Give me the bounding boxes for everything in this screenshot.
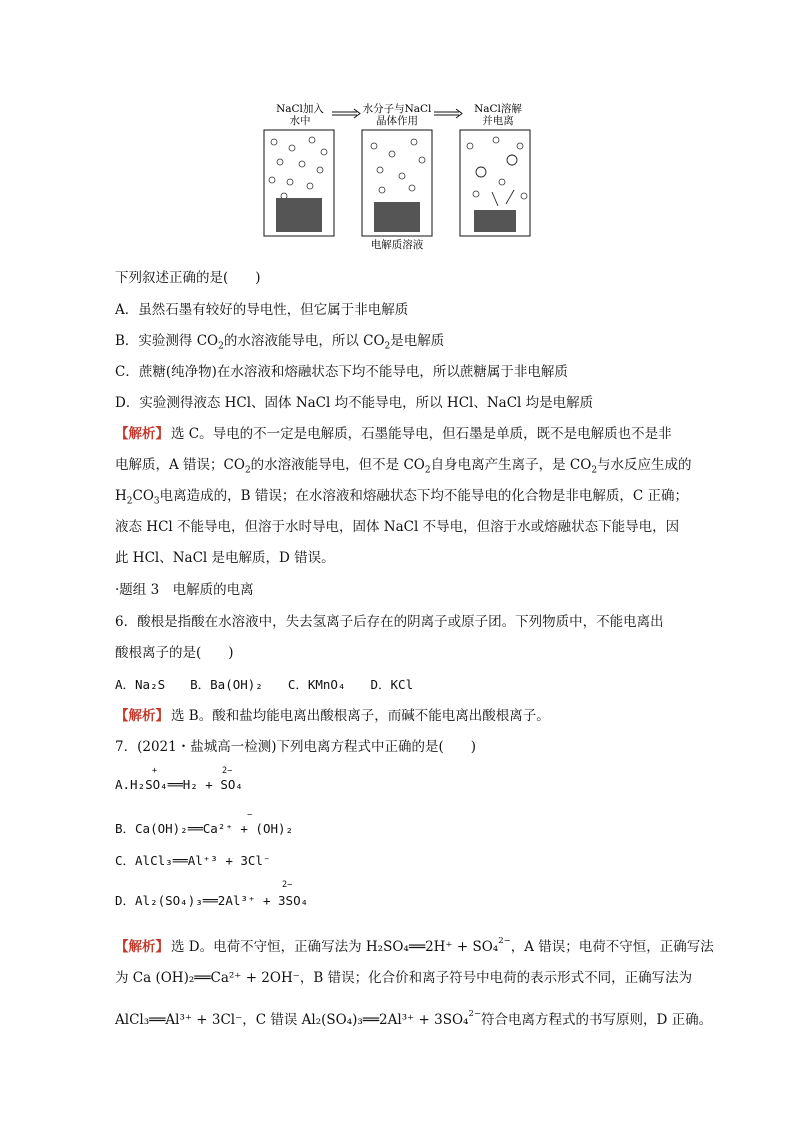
q5-analysis-3b: CO (132, 488, 154, 504)
diagram-step3-line2: 并电离 (482, 115, 514, 127)
water-molecule-icon (317, 167, 323, 173)
q7-option-b: B．Ca(OH)₂══Ca²⁺ + (OH)₂ (115, 821, 294, 836)
q7-analysis-charge-1: 2− (498, 936, 511, 946)
q7-option-c: C．AlCl₃══Al⁺³ + 3Cl⁻ (115, 853, 271, 868)
q5-analysis-2b: 的水溶液能导电，但不是 CO (250, 457, 425, 473)
diagram-step2-line2: 晶体作用 (376, 115, 418, 127)
q7-analysis-3b: 符合电离方程式的书写原则，D 正确。 (481, 1012, 713, 1028)
diagram-step1-line1: NaCl加入 (276, 103, 324, 115)
nacl-dissolution-diagram (262, 100, 532, 252)
analysis-tag: 【解析】 (115, 939, 169, 955)
water-molecule-icon (307, 183, 313, 189)
q5-analysis-3a: H (115, 488, 127, 504)
q5-b-post: 是电解质 (390, 333, 445, 349)
q6-options: A．Na₂S B．Ba(OH)₂ C．KMnO₄ D．KCl (115, 677, 414, 692)
hydrated-ions (476, 155, 517, 206)
water-molecule-icon (271, 139, 277, 145)
water-molecule-icon (289, 145, 295, 151)
q5-analysis-2d: 与水反应生成的 (597, 457, 692, 473)
q5-analysis-2a: 电解质，A 错误；CO (115, 457, 245, 473)
water-molecule-icon (419, 157, 425, 163)
nacl-crystal-3 (474, 210, 516, 232)
q6-analysis-text: 选 B。酸和盐均能电离出酸根离子，而碱不能电离出酸根离子。 (171, 708, 550, 724)
q7-analysis-1: 选 D。电荷不守恒，正确写法为 H₂SO₄══2H⁺ + SO₄ (171, 939, 499, 955)
water-molecule-icon (371, 143, 377, 149)
water-molecule-icon (277, 159, 283, 165)
diagram-step1-line2: 水中 (289, 115, 311, 127)
q7-analysis-line1 (115, 931, 714, 957)
diagram-step3-line1: NaCl溶解 (474, 103, 522, 115)
q5-analysis-line3: $H_2CO_3$电离造成的，B 错误；在水溶液和熔融状态下均不能导电的化合物是非电解质，C 正确； (115, 488, 688, 507)
q5-analysis-line4: 液态 HCl 不能导电，但溶于水时导电，固体 NaCl 不导电，但溶于水或熔融状态下能导电，因 (115, 519, 680, 535)
q7-b-charge: − (247, 810, 253, 820)
q7-option-d: D．Al₂(SO₄)₃══2Al³⁺ + 3SO₄ (115, 893, 309, 908)
analysis-tag: 【解析】 (115, 708, 169, 724)
water-molecule-icon (473, 191, 479, 197)
water-molecule-icon (493, 137, 499, 143)
q5-analysis-line5: 此 HCl、NaCl 是电解质，D 错误。 (115, 550, 335, 566)
water-molecule-icon (467, 143, 473, 149)
q5-option-d: D．实验测得液态 HCl、固体 NaCl 均不能导电，所以 HCl、NaCl 均是电解质 (115, 395, 594, 411)
water-molecule-icon (411, 139, 417, 145)
water-molecule-icon (389, 151, 395, 157)
q5-b-pre: B．实验测得 CO (115, 333, 219, 349)
q7-a-plus: + (152, 766, 158, 776)
water-molecule-icon (321, 149, 327, 155)
q7-analysis-3: AlCl₃══Al³⁺ + 3Cl⁻，C 错误 Al₂(SO₄)₃══2Al³⁺ + 3SO₄ (115, 1012, 469, 1028)
q6-stem-line1: 6．酸根是指酸在水溶液中，失去氢离子后存在的阴离子或原子团。下列物质中，不能电离出 (115, 614, 664, 630)
water-molecules (269, 137, 527, 199)
q5-option-c: C．蔗糖(纯净物)在水溶液和熔融状态下均不能导电，所以蔗糖属于非电解质 (115, 364, 568, 380)
water-molecule-icon (299, 161, 305, 167)
water-molecule-icon (517, 143, 523, 149)
water-molecule-icon (399, 173, 405, 179)
q7-a-charge: 2− (222, 766, 233, 776)
group-heading: ·题组 3 电解质的电离 (115, 582, 254, 598)
q5-b-mid: 的水溶液能导电，所以 CO (223, 333, 385, 349)
q7-option-a: A.H₂SO₄══H₂ + SO₄ (115, 777, 243, 792)
q5-option-b: B．实验测得 $CO_2$的水溶液能导电，所以 $CO_2$是电解质 (115, 333, 445, 352)
q5-option-a: A．虽然石墨有较好的导电性，但它属于非电解质 (115, 302, 409, 318)
q5-analysis-text1: 选 C。导电的不一定是电解质，石墨能导电，但石墨是单质，既不是电解质也不是非 (171, 426, 672, 442)
q5-analysis-3c: 电离造成的，B 错误；在水溶液和熔融状态下均不能导电的化合物是非电解质，C 正确； (159, 488, 688, 504)
q6-stem-line2: 酸根离子的是( ) (115, 645, 234, 661)
q7-analysis-1b: ，A 错误；电荷不守恒，正确写法 (510, 939, 714, 955)
nacl-crystal-1 (276, 198, 322, 232)
water-molecule-icon (377, 167, 383, 173)
q5-analysis-line1 (115, 424, 672, 444)
diagram-step2-line1: 水分子与NaCl (362, 103, 432, 115)
q6-analysis (115, 706, 550, 726)
analysis-tag: 【解析】 (115, 426, 169, 442)
q7-stem: 7．(2021・盐城高一检测)下列电离方程式中正确的是( ) (115, 739, 477, 755)
q5-analysis-2c: 自身电离产生离子，是 CO (430, 457, 592, 473)
water-molecule-icon (379, 187, 385, 193)
water-molecule-icon (309, 137, 315, 143)
diagram-caption: 电解质溶液 (370, 239, 424, 251)
q5-stem: 下列叙述正确的是( ) (115, 270, 261, 286)
q7-d-charge: 2− (282, 880, 293, 890)
water-molecule-icon (287, 179, 293, 185)
q7-analysis-charge-2: 2− (468, 1009, 481, 1019)
q7-analysis-line2: 为 Ca (OH)₂══Ca²⁺ + 2OH⁻，B 错误；化合价和离子符号中电荷的表示形式不同，正确写法为 (115, 970, 693, 986)
q7-analysis-line3 (115, 1004, 712, 1030)
q5-analysis-line2: 电解质，A 错误；$CO_2$的水溶液能导电，但不是 $CO_2$自身电离产生离子，是 $CO_2$与水反应生成的 (115, 457, 692, 476)
water-molecule-icon (269, 177, 275, 183)
nacl-crystal-2 (374, 202, 420, 232)
water-molecule-icon (409, 185, 415, 191)
water-molecule-icon (521, 193, 527, 199)
water-molecule-icon (499, 179, 505, 185)
